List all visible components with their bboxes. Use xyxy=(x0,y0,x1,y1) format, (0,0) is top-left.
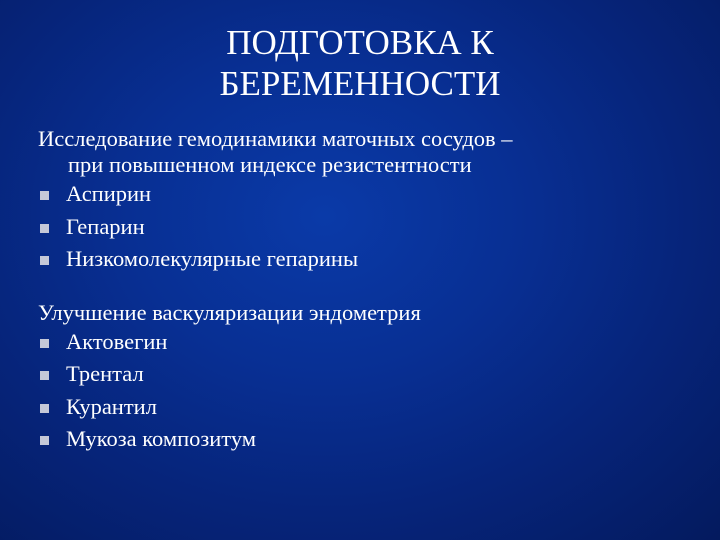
slide-title-line1: ПОДГОТОВКА К xyxy=(226,23,494,62)
section-heading-line2: при повышенном индексе резистентности xyxy=(68,152,472,177)
list-item xyxy=(38,423,708,456)
list-item xyxy=(38,211,708,244)
list-item-label: Низкомолекулярные гепарины xyxy=(66,246,359,271)
square-bullet-icon xyxy=(40,191,49,200)
list-item-label: Трентал xyxy=(66,361,144,386)
square-bullet-icon xyxy=(40,224,49,233)
list-item-label: Гепарин xyxy=(66,213,145,239)
square-bullet-icon xyxy=(40,436,49,445)
square-bullet-icon xyxy=(40,339,49,348)
square-bullet-icon xyxy=(40,371,49,380)
list-item-label: Аспирин xyxy=(66,181,152,206)
list-item xyxy=(38,243,708,276)
section-heading-line1: Исследование гемодинамики маточных сосудов – xyxy=(38,126,513,151)
list-item xyxy=(38,326,708,359)
section-heading-line1: Улучшение васкуляризации эндометрия xyxy=(38,299,421,325)
section-heading-vascularization xyxy=(8,300,708,326)
square-bullet-icon xyxy=(40,256,49,265)
list-item xyxy=(38,391,708,424)
list-item-label: Актовегин xyxy=(66,328,168,354)
slide-title xyxy=(140,22,580,105)
slide-body xyxy=(38,126,708,456)
list-item-label: Курантил xyxy=(66,393,157,419)
list-item xyxy=(38,178,708,211)
square-bullet-icon xyxy=(40,404,49,413)
section-heading-hemodynamics xyxy=(8,126,708,178)
slide-title-line2: БЕРЕМЕННОСТИ xyxy=(219,64,501,104)
list-item xyxy=(38,358,708,391)
list-item-label: Мукоза композитум xyxy=(66,426,257,451)
